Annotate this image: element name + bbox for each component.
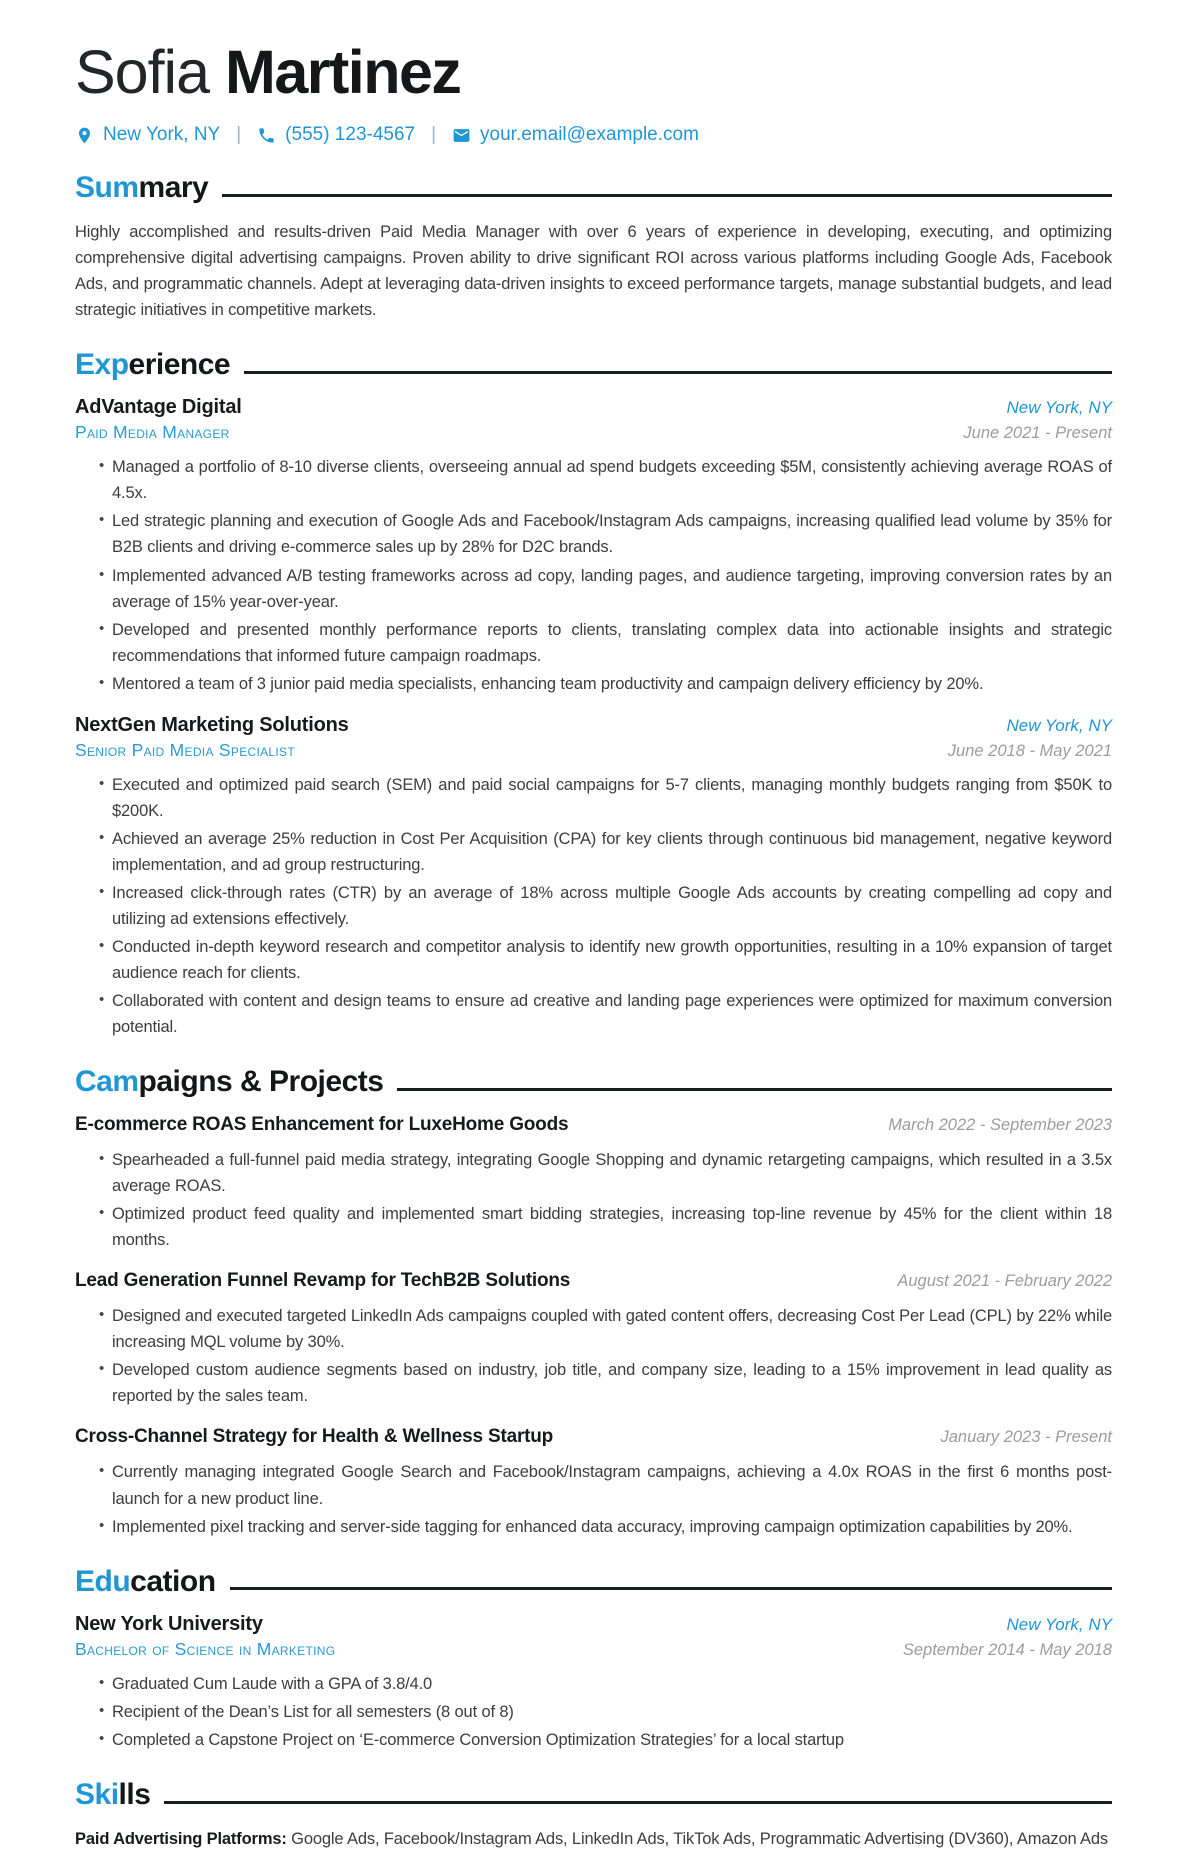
heading-rest: paigns & Projects — [138, 1065, 384, 1099]
last-name: Martinez — [225, 38, 461, 106]
section-summary — [75, 171, 1112, 323]
bullet-item: • Achieved an average 25% reduction in Cost Per Acquisition (CPA) for key clients through continuous bid management, negative keyword implementation, and ad group restructuring. — [75, 826, 1112, 878]
bullet-item: • Developed and presented monthly performance reports to clients, translating complex data into actionable insights and strategic recommendations that informed future campaign roadmaps. — [75, 617, 1112, 669]
entry-header-row — [75, 1613, 1112, 1636]
header — [75, 40, 1112, 146]
project-entry — [75, 1114, 1112, 1253]
job-title: Paid Media Manager — [75, 422, 230, 443]
heading-rest: cation — [130, 1564, 216, 1598]
bullet-item: • Conducted in-depth keyword research and competitor analysis to identify new growth opportunities, resulting in a 10% expansion of target audience reach for clients. — [75, 934, 1112, 986]
bullet-list — [75, 1459, 1112, 1539]
entry-header-row — [75, 1426, 1112, 1448]
project-title: Cross-Channel Strategy for Health & Wellness Startup — [75, 1426, 554, 1448]
location-pin-icon — [75, 126, 94, 145]
heading-rule — [164, 1801, 1112, 1804]
contact-separator: | — [236, 124, 242, 146]
summary-heading — [75, 171, 1112, 206]
heading-accent: Ski — [75, 1778, 119, 1812]
bullet-item: • Completed a Capstone Project on ‘E-commerce Conversion Optimization Strategies’ for a local startup — [75, 1727, 1112, 1753]
bullet-item: • Mentored a team of 3 junior paid media specialists, enhancing team productivity and campaign delivery efficiency by 20%. — [75, 671, 1112, 697]
entry-header-row — [75, 396, 1112, 419]
entry-dates: June 2018 - May 2021 — [947, 741, 1112, 760]
bullet-list — [75, 772, 1112, 1041]
heading-rule — [230, 1587, 1112, 1590]
bullet-item: • Executed and optimized paid search (SEM) and paid social campaigns for 5-7 clients, managing monthly budgets ranging from $50K to $200K. — [75, 772, 1112, 824]
bullet-list — [75, 454, 1112, 697]
bullet-item: • Managed a portfolio of 8-10 diverse clients, overseeing annual ad spend budgets exceeding $5M, consistently achieving average ROAS of 4.5x. — [75, 454, 1112, 506]
job-title: Senior Paid Media Specialist — [75, 739, 295, 760]
contact-location[interactable] — [75, 124, 220, 146]
entry-dates: June 2021 - Present — [963, 424, 1112, 443]
entry-dates: September 2014 - May 2018 — [902, 1641, 1112, 1660]
entry-dates: August 2021 - February 2022 — [897, 1272, 1112, 1291]
experience-heading — [75, 348, 1112, 383]
first-name: Sofia — [75, 38, 210, 106]
entry-header-row — [75, 1114, 1112, 1136]
bullet-item: • Designed and executed targeted LinkedIn Ads campaigns coupled with gated content offers, decreasing Cost Per Lead (CPL) by 22% while increasing MQL volume by 30%. — [75, 1303, 1112, 1355]
company-name: NextGen Marketing Solutions — [75, 713, 349, 736]
bullet-item: • Graduated Cum Laude with a GPA of 3.8/4.0 — [75, 1671, 1112, 1697]
degree-title: Bachelor of Science in Marketing — [75, 1639, 336, 1660]
bullet-item: • Optimized product feed quality and implemented smart bidding strategies, increasing top-line revenue by 45% for the client within 18 months. — [75, 1201, 1112, 1253]
bullet-item: • Spearheaded a full-funnel paid media strategy, integrating Google Shopping and dynamic retargeting campaigns, which resulted in a 3.5x average ROAS. — [75, 1147, 1112, 1199]
heading-rule — [244, 371, 1112, 374]
bullet-item: • Recipient of the Dean’s List for all semesters (8 out of 8) — [75, 1699, 1112, 1725]
education-heading — [75, 1565, 1112, 1600]
skill-category-label: Paid Advertising Platforms: — [75, 1829, 287, 1848]
entry-subheader-row — [75, 1636, 1112, 1660]
entry-location: New York, NY — [1006, 398, 1112, 418]
envelope-icon — [452, 126, 471, 145]
bullet-list — [75, 1303, 1112, 1409]
project-entry — [75, 1270, 1112, 1409]
heading-rule — [222, 194, 1112, 197]
contact-bar — [75, 124, 1112, 146]
email-text: your.email@example.com — [480, 124, 699, 146]
contact-phone[interactable] — [257, 124, 415, 146]
bullet-item: • Developed custom audience segments based on industry, job title, and company size, leading to a 15% improvement in lead quality as reported by the sales team. — [75, 1357, 1112, 1409]
skill-category-value: Google Ads, Facebook/Instagram Ads, LinkedIn Ads, TikTok Ads, Programmatic Advertising (DV360), Amazon Ads — [291, 1829, 1109, 1848]
heading-rule — [397, 1088, 1112, 1091]
company-name: AdVantage Digital — [75, 396, 242, 419]
entry-header-row — [75, 1270, 1112, 1292]
skills-heading — [75, 1778, 1112, 1813]
entry-subheader-row — [75, 737, 1112, 761]
entry-dates: January 2023 - Present — [940, 1428, 1112, 1447]
summary-text: Highly accomplished and results-driven Paid Media Manager with over 6 years of experience in developing, executing, and optimizing comprehensive digital advertising campaigns. Proven ability to drive significant ROI across various platforms including Google Ads, Facebook Ads, and programmatic channels. Adept at leveraging data-driven insights to exceed performance targets, manage substantial budgets, and lead strategic initiatives in competitive markets. — [75, 222, 1112, 319]
contact-separator: | — [431, 124, 437, 146]
phone-text: (555) 123-4567 — [285, 124, 416, 146]
location-text: New York, NY — [103, 124, 221, 146]
bullet-item: • Implemented advanced A/B testing frameworks across ad copy, landing pages, and audience targeting, improving conversion rates by an average of 15% year-over-year. — [75, 563, 1112, 615]
entry-dates: March 2022 - September 2023 — [888, 1115, 1112, 1134]
heading-rest: erience — [128, 347, 231, 381]
section-experience — [75, 348, 1112, 1041]
entry-subheader-row — [75, 419, 1112, 443]
heading-rest: mary — [138, 171, 209, 205]
experience-entry — [75, 714, 1112, 1041]
project-entry — [75, 1426, 1112, 1539]
heading-accent: Sum — [75, 171, 139, 205]
phone-icon — [257, 126, 276, 145]
bullet-item: • Implemented pixel tracking and server-side tagging for enhanced data accuracy, improving campaign optimization capabilities by 20%. — [75, 1514, 1112, 1540]
skill-line — [75, 1826, 1112, 1852]
project-title: Lead Generation Funnel Revamp for TechB2B Solutions — [75, 1270, 571, 1292]
heading-accent: Exp — [75, 347, 129, 381]
entry-header-row — [75, 714, 1112, 737]
candidate-name — [75, 40, 1112, 104]
section-education — [75, 1565, 1112, 1754]
bullet-item: • Led strategic planning and execution of Google Ads and Facebook/Instagram Ads campaigns, increasing qualified lead volume by 35% for B2B clients and driving e-commerce sales up by 28% for D2C brands. — [75, 508, 1112, 560]
bullet-list — [75, 1671, 1112, 1753]
bullet-item: • Increased click-through rates (CTR) by an average of 18% across multiple Google Ads accounts by creating compelling ad copy and utilizing ad extensions effectively. — [75, 880, 1112, 932]
contact-email[interactable] — [452, 124, 699, 146]
school-name: New York University — [75, 1613, 263, 1636]
bullet-list — [75, 1147, 1112, 1253]
heading-rest: lls — [118, 1778, 151, 1812]
bullet-item: • Collaborated with content and design teams to ensure ad creative and landing page experiences were optimized for maximum conversion potential. — [75, 988, 1112, 1040]
education-entry — [75, 1613, 1112, 1753]
project-title: E-commerce ROAS Enhancement for LuxeHome Goods — [75, 1113, 569, 1135]
section-skills — [75, 1778, 1112, 1852]
section-campaigns-projects — [75, 1065, 1112, 1539]
entry-location: New York, NY — [1006, 715, 1112, 735]
heading-accent: Cam — [75, 1065, 139, 1099]
entry-location: New York, NY — [1006, 1615, 1112, 1635]
bullet-item: • Currently managing integrated Google Search and Facebook/Instagram campaigns, achieving a 4.0x ROAS in the first 6 months post-launch for a new product line. — [75, 1459, 1112, 1511]
campaigns-heading — [75, 1065, 1112, 1100]
heading-accent: Edu — [75, 1564, 131, 1598]
experience-entry — [75, 396, 1112, 697]
